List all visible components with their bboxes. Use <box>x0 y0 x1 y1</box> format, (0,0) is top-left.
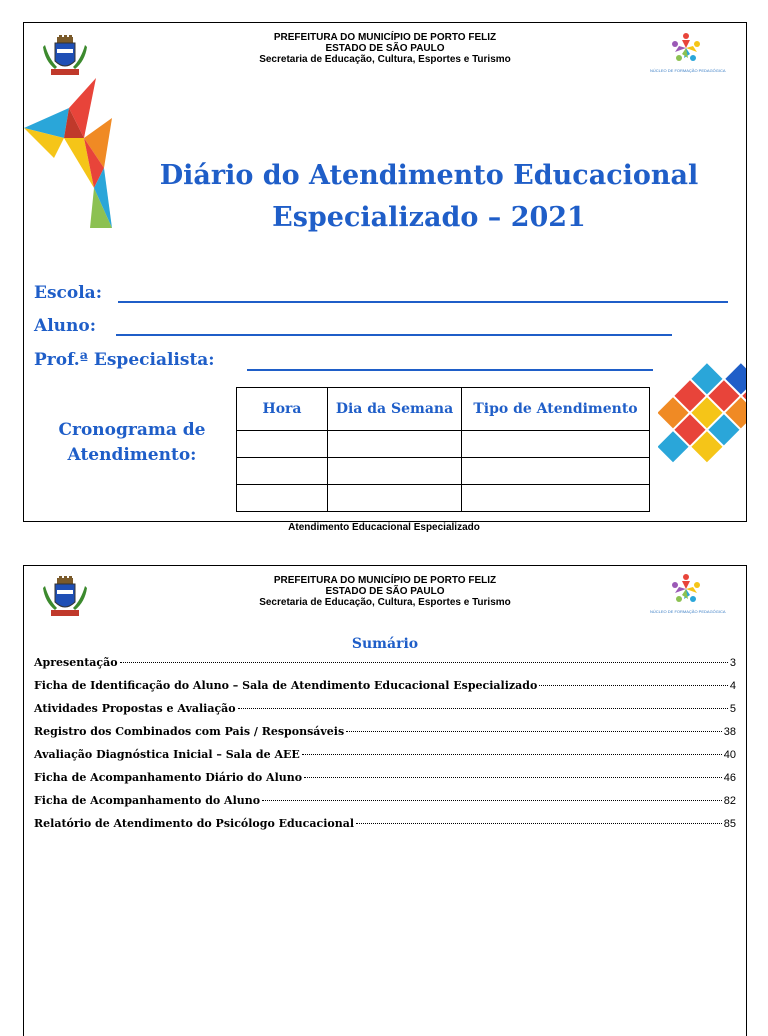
toc-leader-dots <box>539 685 728 686</box>
school-input-line[interactable] <box>118 301 728 303</box>
list-item[interactable] <box>34 794 736 817</box>
table-row <box>237 485 650 512</box>
star-people-icon <box>650 31 722 67</box>
header-line-3: Secretaria de Educação, Cultura, Esportes e Turismo <box>259 54 511 65</box>
schedule-cell[interactable] <box>328 431 462 458</box>
institution-header <box>24 575 746 609</box>
schedule-cell[interactable] <box>462 431 650 458</box>
summary-title: Sumário <box>351 636 419 652</box>
logo-caption: NÚCLEO DE FORMAÇÃO PEDAGÓGICA <box>650 609 726 614</box>
schedule-label-line-1: Cronograma de <box>58 420 206 440</box>
origami-bird-icon <box>24 78 116 230</box>
toc-leader-dots <box>346 731 722 732</box>
header-line-1: PREFEITURA DO MUNICÍPIO DE PORTO FELIZ <box>273 32 497 43</box>
specialist-teacher-label: Prof.ª Especialista: <box>34 350 215 370</box>
schedule-header-row <box>237 388 650 431</box>
cover-title-line-2: Especializado – 2021 <box>272 202 586 233</box>
schedule-cell[interactable] <box>237 485 328 512</box>
toc-entry-page: 46 <box>723 772 736 784</box>
star-people-icon <box>650 572 722 608</box>
toc-entry-title: Ficha de Identificação do Aluno – Sala de Atendimento Educacional Especializado <box>34 679 538 692</box>
table-row <box>237 431 650 458</box>
list-item[interactable] <box>34 748 736 771</box>
schedule-label-line-2: Atendimento: <box>67 445 197 465</box>
school-label: Escola: <box>34 283 102 303</box>
nucleo-logo <box>650 572 726 616</box>
table-row <box>237 458 650 485</box>
toc-leader-dots <box>238 708 728 709</box>
cover-title-line-1: Diário do Atendimento Educacional <box>159 160 699 191</box>
student-label: Aluno: <box>34 316 96 336</box>
list-item[interactable] <box>34 679 736 702</box>
toc-entry-page: 85 <box>723 818 736 830</box>
specialist-teacher-input-line[interactable] <box>247 369 653 371</box>
toc-entry-title: Ficha de Acompanhamento Diário do Aluno <box>34 771 303 784</box>
schedule-header-hour: Hora <box>237 388 328 431</box>
schedule-table <box>236 387 650 512</box>
schedule-header-weekday: Dia da Semana <box>328 388 462 431</box>
header-line-2: ESTADO DE SÃO PAULO <box>325 586 445 597</box>
cover-page <box>23 22 747 522</box>
toc-entry-page: 3 <box>729 657 736 669</box>
toc-leader-dots <box>302 754 722 755</box>
toc-leader-dots <box>304 777 722 778</box>
summary-page <box>23 565 747 1036</box>
header-line-3: Secretaria de Educação, Cultura, Esportes e Turismo <box>259 597 511 608</box>
toc-leader-dots <box>120 662 728 663</box>
list-item[interactable] <box>34 702 736 725</box>
toc-entry-page: 38 <box>723 726 736 738</box>
nucleo-logo <box>650 31 726 75</box>
logo-caption: NÚCLEO DE FORMAÇÃO PEDAGÓGICA <box>650 68 726 73</box>
toc-entry-page: 82 <box>723 795 736 807</box>
header-line-1: PREFEITURA DO MUNICÍPIO DE PORTO FELIZ <box>273 575 497 586</box>
colorful-mosaic-icon <box>658 333 746 511</box>
table-of-contents <box>34 656 736 840</box>
schedule-cell[interactable] <box>462 458 650 485</box>
toc-entry-page: 5 <box>729 703 736 715</box>
toc-leader-dots <box>262 800 722 801</box>
institution-header <box>24 32 746 66</box>
schedule-cell[interactable] <box>328 458 462 485</box>
student-input-line[interactable] <box>116 334 672 336</box>
toc-entry-title: Atividades Propostas e Avaliação <box>34 702 236 715</box>
header-line-2: ESTADO DE SÃO PAULO <box>325 43 445 54</box>
list-item[interactable] <box>34 725 736 748</box>
toc-entry-page: 4 <box>729 680 736 692</box>
list-item[interactable] <box>34 817 736 840</box>
list-item[interactable] <box>34 771 736 794</box>
schedule-cell[interactable] <box>328 485 462 512</box>
schedule-cell[interactable] <box>237 458 328 485</box>
toc-entry-title: Apresentação <box>34 656 118 669</box>
toc-entry-title: Avaliação Diagnóstica Inicial – Sala de AEE <box>34 748 300 761</box>
schedule-cell[interactable] <box>237 431 328 458</box>
toc-entry-title: Relatório de Atendimento do Psicólogo Educacional <box>34 817 355 830</box>
schedule-cell[interactable] <box>462 485 650 512</box>
page-footer: Atendimento Educacional Especializado <box>288 522 480 533</box>
toc-entry-title: Ficha de Acompanhamento do Aluno <box>34 794 261 807</box>
toc-leader-dots <box>356 823 722 824</box>
toc-entry-title: Registro dos Combinados com Pais / Responsáveis <box>34 725 345 738</box>
schedule-header-type: Tipo de Atendimento <box>462 388 650 431</box>
list-item[interactable] <box>34 656 736 679</box>
toc-entry-page: 40 <box>723 749 736 761</box>
